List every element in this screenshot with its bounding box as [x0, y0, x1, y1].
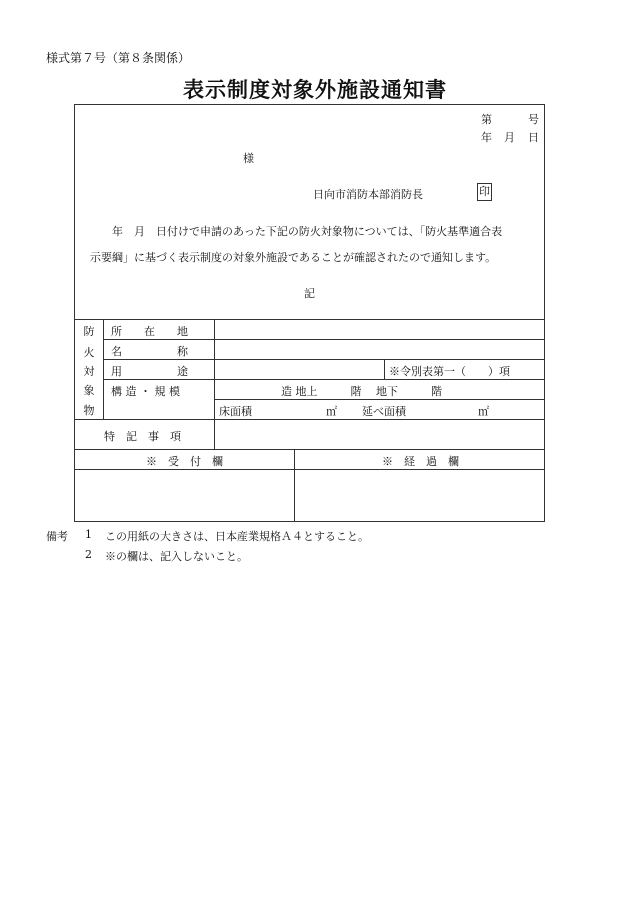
total-area-unit: ㎡: [478, 405, 489, 418]
note-number-2: 2: [85, 548, 92, 561]
col-line-bottom: [294, 449, 295, 522]
document-title: 表示制度対象外施設通知書: [183, 77, 447, 102]
row-line-5: [74, 419, 545, 420]
side-label-char-1: 防: [83, 325, 95, 338]
side-label-char-2: 火: [83, 346, 95, 359]
col-line-use: [384, 359, 385, 379]
row-line-2: [103, 359, 545, 360]
label-structure: 構 造 ・ 規 模: [111, 385, 180, 398]
col-line-side: [103, 319, 104, 419]
side-label-char-5: 物: [83, 404, 95, 417]
row-line-7: [74, 469, 545, 470]
date-day: 日: [528, 131, 539, 144]
number-label-dai: 第: [481, 113, 492, 126]
structure-floors: 造 地上 階 地下 階: [281, 385, 442, 398]
note-number-1: 1: [85, 528, 92, 541]
note-text-2: ※の欄は、記入しないこと。: [105, 550, 248, 563]
label-reception: ※ 受 付 欄: [146, 455, 223, 468]
notice-line-2: 示要綱」に基づく表示制度の対象外施設であることが確認されたので通知します。: [90, 251, 497, 264]
col-line-label: [214, 319, 215, 449]
total-area-label: 延べ面積: [362, 405, 406, 418]
notice-body: [90, 219, 535, 271]
floor-area-label: 床面積: [219, 405, 252, 418]
floor-area-unit: ㎡: [326, 405, 337, 418]
date-year: 年: [481, 131, 492, 144]
label-special-notes: 特 記 事 項: [104, 430, 181, 443]
sender-name: 日向市消防本部消防長: [313, 188, 423, 201]
table-top-line: [74, 319, 545, 320]
row-line-3: [103, 379, 545, 380]
number-label-go: 号: [528, 113, 539, 126]
note-text-1: この用紙の大きさは、日本産業規格Ａ４とすること。: [105, 530, 369, 543]
label-location: 所 在 地: [111, 325, 188, 338]
addressee-suffix: 様: [243, 152, 254, 165]
notes-label: 備考: [46, 530, 68, 543]
ki-label: 記: [304, 287, 315, 300]
side-label-char-4: 象: [83, 384, 95, 397]
seal-box: 印: [477, 183, 492, 201]
form-frame: [74, 104, 545, 522]
form-number: 様式第７号（第８条関係）: [46, 51, 191, 65]
row-line-4: [214, 399, 545, 400]
row-line-6: [74, 449, 545, 450]
row-line-1: [103, 339, 545, 340]
side-label-char-3: 対: [83, 365, 95, 378]
label-use: 用 途: [111, 365, 188, 378]
notice-line-1: 年 月 日付けで申請のあった下記の防火対象物については、「防火基準適合表: [112, 225, 503, 238]
label-progress: ※ 経 過 欄: [382, 455, 459, 468]
use-classification-note: ※令別表第一（ ）項: [389, 365, 510, 378]
date-month: 月: [504, 131, 515, 144]
label-name: 名 称: [111, 345, 188, 358]
